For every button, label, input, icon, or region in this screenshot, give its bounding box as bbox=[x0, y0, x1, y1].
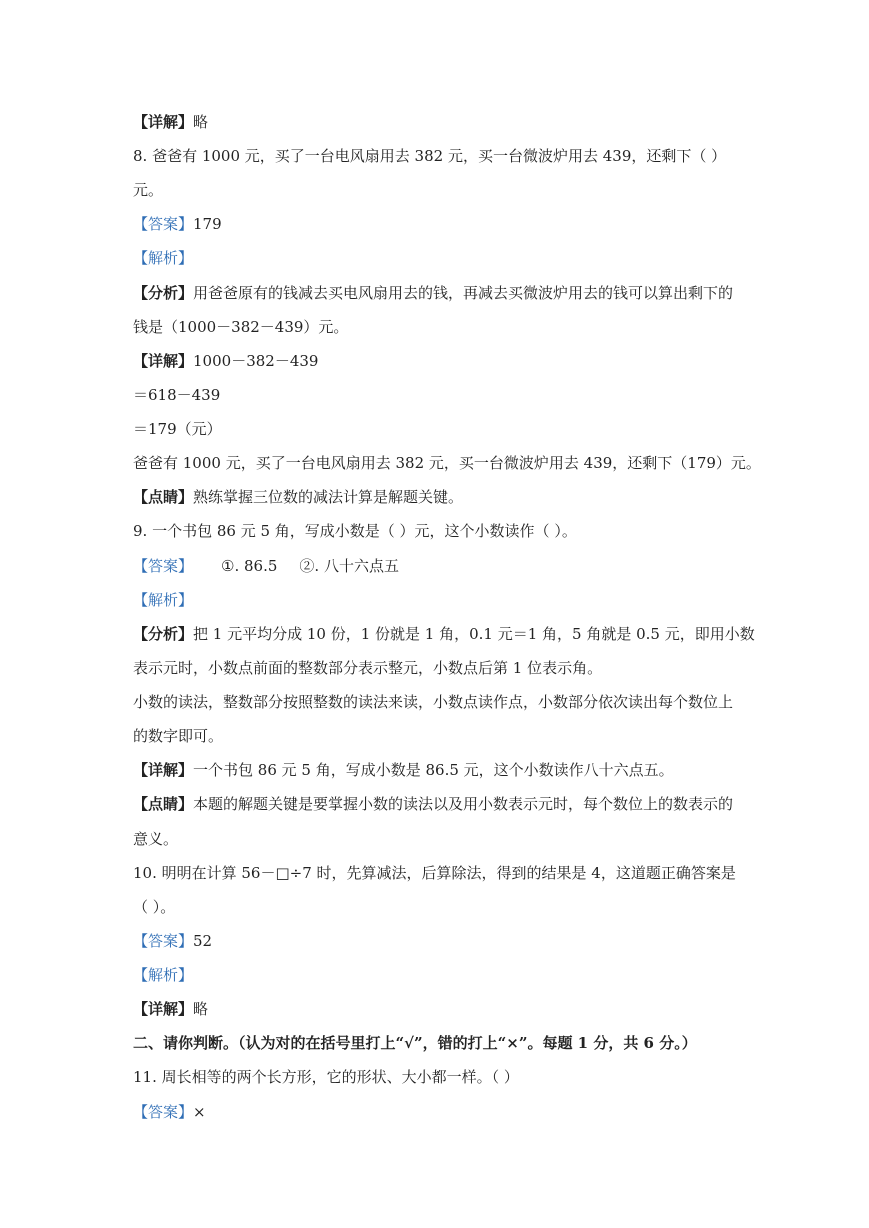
answer-11-text: × bbox=[193, 1103, 206, 1121]
answer-9-line bbox=[133, 556, 399, 576]
answer-10-tag: 【答案】 bbox=[133, 932, 194, 950]
fenxi-9-cont-3 bbox=[133, 726, 223, 746]
section-heading-text: 二、请你判断。（认为对的在括号里打上“√”，错的打上“×”。每题 1 分，共 6 分。） bbox=[133, 1034, 697, 1052]
question-10-cont-text: （ ）。 bbox=[133, 898, 176, 916]
calc-step-2-text: ＝179（元） bbox=[133, 420, 222, 438]
answer-9-a1: ①. 86.5 bbox=[221, 557, 278, 575]
analysis-line bbox=[133, 248, 193, 268]
dianjing-9-line bbox=[133, 794, 733, 814]
answer-tag: 【答案】 bbox=[133, 215, 194, 233]
question-8 bbox=[133, 146, 726, 166]
fenxi-line bbox=[133, 283, 733, 303]
fenxi-text: 用爸爸原有的钱减去买电风扇用去的钱，再减去买微波炉用去的钱可以算出剩下的 bbox=[193, 284, 734, 302]
question-11-text: 11. 周长相等的两个长方形，它的形状、大小都一样。（ ） bbox=[133, 1068, 519, 1086]
dianjing-tag: 【点睛】 bbox=[133, 488, 194, 506]
question-11 bbox=[133, 1067, 519, 1087]
conclusion-text: 爸爸有 1000 元，买了一台电风扇用去 382 元，买一台微波炉用去 439，还剩下（179）元。 bbox=[133, 454, 761, 472]
question-8-text: 8. 爸爸有 1000 元，买了一台电风扇用去 382 元，买一台微波炉用去 439，还剩下（ ） bbox=[133, 147, 727, 165]
detail-tag: 【详解】 bbox=[133, 113, 194, 131]
answer-9-a2: ②. 八十六点五 bbox=[299, 557, 399, 575]
analysis-9-line bbox=[133, 590, 193, 610]
detail-9-line bbox=[133, 760, 674, 780]
answer-10-line bbox=[133, 931, 212, 951]
question-8-cont-text: 元。 bbox=[133, 181, 164, 199]
detail-calc-tag: 【详解】 bbox=[133, 352, 194, 370]
detail-text: 略 bbox=[193, 113, 209, 131]
dianjing-9-text: 本题的解题关键是要掌握小数的读法以及用小数表示元时，每个数位上的数表示的 bbox=[193, 795, 734, 813]
dianjing-9-cont bbox=[133, 829, 178, 849]
answer-11-tag: 【答案】 bbox=[133, 1103, 194, 1121]
fenxi-tag: 【分析】 bbox=[133, 284, 194, 302]
analysis-9-tag: 【解析】 bbox=[133, 591, 194, 609]
detail-9-text: 一个书包 86 元 5 角，写成小数是 86.5 元，这个小数读作八十六点五。 bbox=[193, 761, 674, 779]
detail-10-tag: 【详解】 bbox=[133, 1000, 194, 1018]
detail-9-tag: 【详解】 bbox=[133, 761, 194, 779]
dianjing-line bbox=[133, 487, 463, 507]
analysis-10-tag: 【解析】 bbox=[133, 966, 194, 984]
question-9-text: 9. 一个书包 86 元 5 角，写成小数是（ ）元，这个小数读作（ ）。 bbox=[133, 522, 577, 540]
detail-10-line bbox=[133, 999, 208, 1019]
analysis-10-line bbox=[133, 965, 193, 985]
question-10-text: 10. 明明在计算 56－□÷7 时，先算减法，后算除法，得到的结果是 4，这道题正确答案是 bbox=[133, 864, 736, 882]
calc-step-1 bbox=[133, 385, 220, 405]
question-10-cont bbox=[133, 897, 175, 917]
fenxi-cont-text: 钱是（1000－382－439）元。 bbox=[133, 318, 349, 336]
question-9 bbox=[133, 521, 577, 541]
fenxi-cont bbox=[133, 317, 348, 337]
detail-line bbox=[133, 112, 208, 132]
dianjing-text: 熟练掌握三位数的减法计算是解题关键。 bbox=[193, 488, 464, 506]
answer-11-line bbox=[133, 1102, 206, 1122]
fenxi-9-cont-2-text: 小数的读法，整数部分按照整数的读法来读，小数点读作点，小数部分依次读出每个数位上 bbox=[133, 693, 734, 711]
fenxi-9-cont-1 bbox=[133, 658, 602, 678]
question-8-cont bbox=[133, 180, 163, 200]
fenxi-9-text: 把 1 元平均分成 10 份，1 份就是 1 角，0.1 元＝1 角，5 角就是 0.5 元，即用小数 bbox=[193, 625, 755, 643]
fenxi-9-tag: 【分析】 bbox=[133, 625, 194, 643]
answer-10-text: 52 bbox=[193, 932, 213, 950]
fenxi-9-cont-1-text: 表示元时，小数点前面的整数部分表示整元，小数点后第 1 位表示角。 bbox=[133, 659, 603, 677]
conclusion-line bbox=[133, 453, 761, 473]
dianjing-9-tag: 【点睛】 bbox=[133, 795, 194, 813]
question-10 bbox=[133, 863, 736, 883]
fenxi-9-line bbox=[133, 624, 755, 644]
detail-10-text: 略 bbox=[193, 1000, 209, 1018]
analysis-tag: 【解析】 bbox=[133, 249, 194, 267]
fenxi-9-cont-3-text: 的数字即可。 bbox=[133, 727, 224, 745]
answer-text: 179 bbox=[193, 215, 222, 233]
section-heading bbox=[133, 1033, 697, 1053]
detail-calc-line bbox=[133, 351, 318, 371]
calc-step-2 bbox=[133, 419, 222, 439]
fenxi-9-cont-2 bbox=[133, 692, 733, 712]
detail-calc-text: 1000－382－439 bbox=[193, 352, 319, 370]
answer-9-tag: 【答案】 bbox=[133, 557, 194, 575]
calc-step-1-text: ＝618－439 bbox=[133, 386, 221, 404]
answer-line bbox=[133, 214, 222, 234]
dianjing-9-cont-text: 意义。 bbox=[133, 830, 179, 848]
